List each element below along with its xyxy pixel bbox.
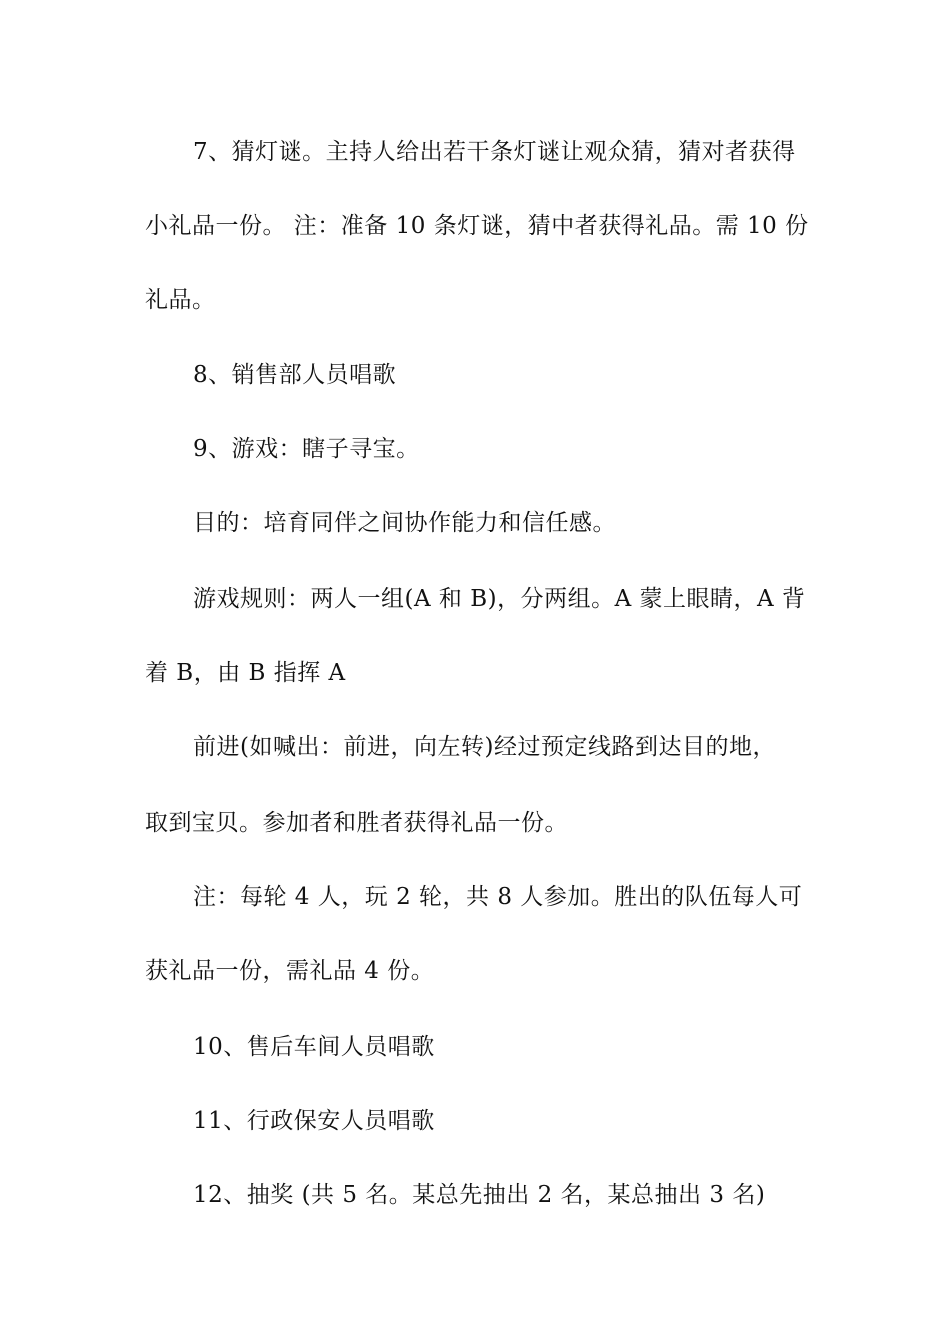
paragraph-line-note-a: 注：每轮 4 人，玩 2 轮，共 8 人参加。胜出的队伍每人可 [193, 884, 803, 910]
paragraph-line-item8: 8、销售部人员唱歌 [193, 362, 397, 388]
paragraph-line-note-b: 获礼品一份，需礼品 4 份。 [145, 958, 435, 984]
paragraph-line-item9: 9、游戏：瞎子寻宝。 [193, 436, 420, 462]
paragraph-line-advance-a: 前进(如喊出：前进，向左转)经过预定线路到达目的地， [193, 734, 776, 760]
paragraph-line-item7-c: 礼品。 [145, 287, 216, 313]
paragraph-line-item11: 11、行政保安人员唱歌 [193, 1108, 435, 1134]
paragraph-line-rules-a: 游戏规则：两人一组(A 和 B)，分两组。A 蒙上眼睛，A 背 [193, 586, 806, 612]
paragraph-line-rules-b: 着 B，由 B 指挥 A [145, 660, 346, 686]
paragraph-line-item7-b: 小礼品一份。 注：准备 10 条灯谜，猜中者获得礼品。需 10 份 [145, 213, 809, 239]
paragraph-line-item12: 12、抽奖 (共 5 名。某总先抽出 2 名，某总抽出 3 名) [193, 1182, 766, 1208]
paragraph-line-item10: 10、售后车间人员唱歌 [193, 1034, 435, 1060]
paragraph-line-purpose: 目的：培育同伴之间协作能力和信任感。 [193, 510, 616, 536]
paragraph-line-item7-a: 7、猜灯谜。主持人给出若干条灯谜让观众猜，猜对者获得 [193, 139, 796, 165]
paragraph-line-advance-b: 取到宝贝。参加者和胜者获得礼品一份。 [145, 810, 568, 836]
